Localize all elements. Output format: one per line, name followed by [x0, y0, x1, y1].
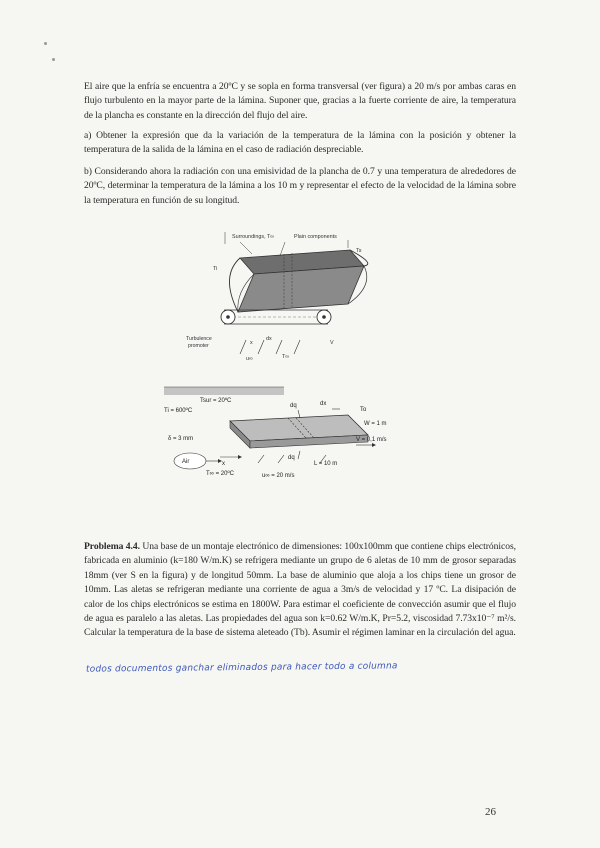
fig1-label-promoter: promoter [188, 343, 209, 349]
fig2-label-air: Air [182, 459, 190, 465]
fig2-label-dx: dx [320, 401, 327, 407]
handwritten-note: todos documentos ganchar eliminados para hacer todo a columna [85, 661, 398, 675]
fig2-label-delta: δ = 3 mm [168, 436, 194, 442]
paragraph-part-a: a) Obtener la expresión que da la variación de la temperatura de la lámina con la posición y obtener la temperatura de la salida de la lámina en el caso de radiación despreciable. [84, 130, 516, 156]
fig1-label-turbulence: Turbulence [186, 336, 212, 342]
scan-speck [52, 58, 55, 61]
fig1-label-dx: dx [266, 336, 272, 342]
paragraph-intro: El aire que la enfría se encuentra a 20ºC y se sopla en forma transversal (ver figura) a 20 m/s por ambas caras en flujo turbulento en la mayor parte de la lámina. Suponer que, gracias a la fuerte corriente de aire, la temperatura de la plancha es constante en la dirección del flujo del aire. [84, 81, 516, 121]
fig2-label-uinf: u∞ = 20 m/s [262, 473, 295, 479]
fig2-label-v: V = 0,1 m/s [356, 437, 387, 443]
fig1-label-ts: Ts [356, 248, 362, 254]
fig2-label-tsur: Tsur = 20ºC [200, 398, 232, 404]
fig2-label-to: To [360, 407, 367, 413]
figure-plate-schematic [160, 385, 450, 485]
fig2-label-l: L = 10 m [314, 461, 338, 467]
air-cloud-icon [174, 453, 206, 469]
paragraph-problem-4-4 [84, 540, 516, 641]
fig2-label-w: W = 1 m [364, 421, 387, 427]
fig2-label-x: x [222, 461, 225, 467]
fig1-label-u: u∞ [246, 356, 253, 362]
scan-speck [44, 42, 47, 45]
problem-title: Problema 4.4. [84, 541, 140, 552]
fig2-label-dq-top: dq [290, 403, 297, 409]
fig2-label-dq-bottom: dq [288, 455, 295, 461]
figure-conveyor-sheet [180, 226, 380, 364]
surroundings-hatch [164, 387, 284, 395]
fig1-label-surr: Surroundings, T∞ [232, 234, 275, 240]
fig2-label-tinf: T∞ = 20ºC [206, 471, 234, 477]
fig1-label-v: V [330, 340, 334, 346]
fig1-label-x: x [250, 340, 253, 346]
page-number: 26 [485, 806, 496, 818]
problem-body: Una base de un montaje electrónico de dimensiones: 100x100mm que contiene chips electrónicos, fabricada en aluminio (k=180 W/m.K) se refrigera mediante un grupo de 6 aletas de 10 mm de grosor separadas 18mm (ver S en la figura) y de longitud 50mm. La base de aluminio que aloja a los chips tiene un grosor de 10mm. Las aletas se refrigeran mediante una corriente de agua a 3m/s de velocidad y 17 ºC. La disipación de calor de los chips electrónicos se estima en 1800W. Para estimar el coeficiente de convección asumir que el flujo de agua es paralelo a las aletas. Las propiedades del agua son k=0.62 W/m.K, Pr=5.2, viscosidad 7.73x10⁻⁷ m²/s. Calcular la temperatura de la base de sistema aleteado (Tb). Asumir el régimen laminar en la circulación del agua. [84, 541, 516, 639]
fig2-label-ti: Ti = 600ºC [164, 408, 193, 414]
fig1-label-t: T∞ [282, 354, 290, 360]
paragraph-part-b: b) Considerando ahora la radiación con una emisividad de la plancha de 0.7 y una temperatura de alrededores de 20ºC, determinar la temperatura de la lámina a los 10 m y representar el efecto de la velocidad de la lámina sobre la temperatura en función de su longitud. [84, 166, 516, 206]
fig1-label-ti: Ti [213, 266, 218, 272]
fig1-label-plain: Plain components [294, 234, 337, 240]
